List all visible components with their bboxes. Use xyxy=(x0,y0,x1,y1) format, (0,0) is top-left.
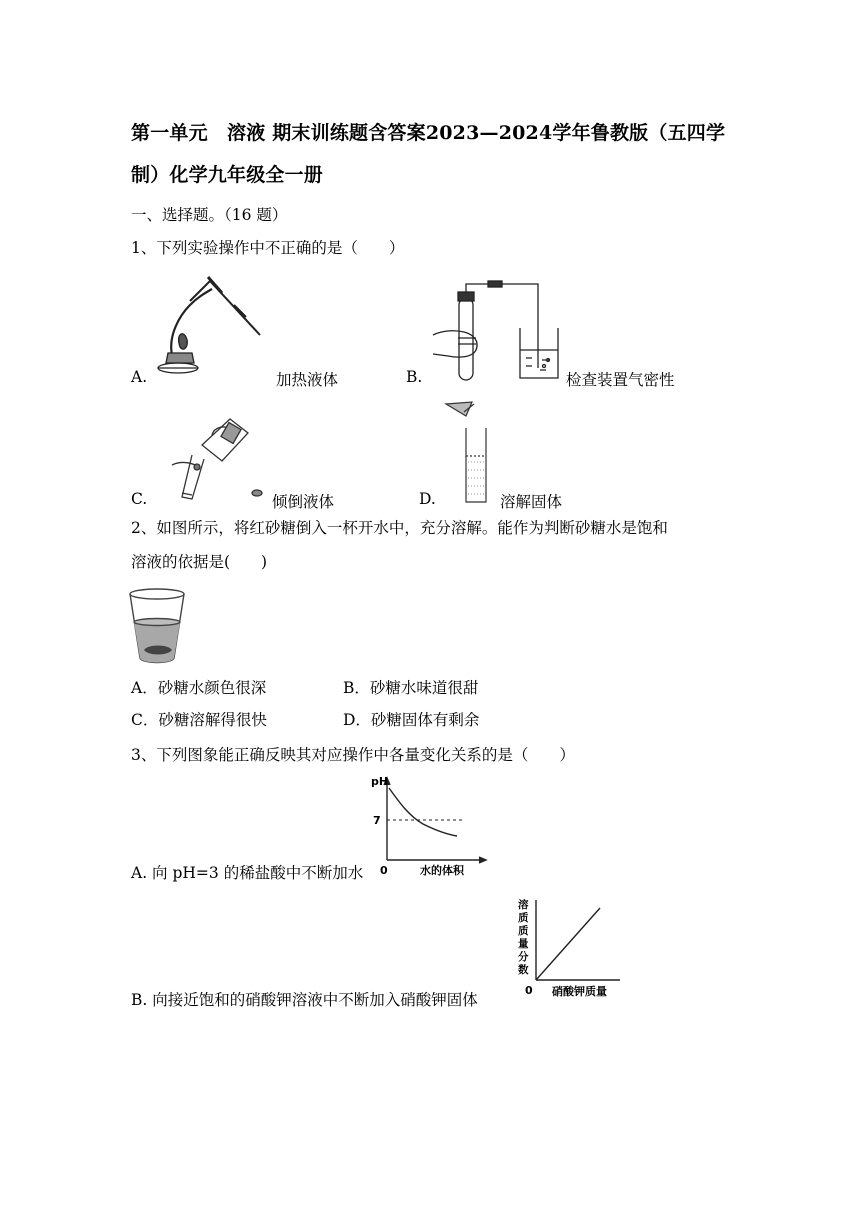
doc-title-line1: 第一单元 溶液 期末训练题含答案2023—2024学年鲁教版（五四学 xyxy=(131,122,726,144)
q3-option-b[interactable]: B. 向接近饱和的硝酸钾溶液中不断加入硝酸钾固体 xyxy=(131,991,478,1009)
q1-option-a-text: 加热液体 xyxy=(276,371,339,389)
q1-option-c-text: 倾倒液体 xyxy=(272,493,335,511)
q1-option-d-text: 溶解固体 xyxy=(500,493,563,511)
q1-option-b-letter[interactable]: B. xyxy=(406,368,423,386)
section-heading: 一、选择题。（16 题） xyxy=(131,206,288,224)
dissolving-solid-illustration xyxy=(444,400,499,505)
q1-option-b-text: 检查装置气密性 xyxy=(566,371,675,389)
heating-liquid-illustration xyxy=(150,275,275,385)
q2-option-a[interactable]: A．砂糖水颜色很深 xyxy=(131,679,267,697)
ph-vs-water-graph xyxy=(365,772,490,878)
graph-a-y-label: pH xyxy=(371,775,389,788)
q3-stem: 3、下列图象能正确反映其对应操作中各量变化关系的是（ ） xyxy=(131,746,575,764)
sugar-water-cup-illustration xyxy=(128,586,188,666)
q2-stem-line1: 2、如图所示，将红砂糖倒入一杯开水中，充分溶解。能作为判断砂糖水是饱和 xyxy=(131,519,668,537)
q3-option-a[interactable]: A. 向 pH=3 的稀盐酸中不断加水 xyxy=(131,864,364,882)
q1-stem: 1、下列实验操作中不正确的是（ ） xyxy=(131,239,405,257)
q2-option-c[interactable]: C．砂糖溶解得很快 xyxy=(131,711,267,729)
graph-b-origin: 0 xyxy=(525,984,533,997)
q1-option-a-letter[interactable]: A. xyxy=(131,368,148,386)
q2-stem-line2: 溶液的依据是( ) xyxy=(131,553,268,571)
pouring-liquid-illustration xyxy=(152,405,267,505)
graph-b-x-label: 硝酸钾质量 xyxy=(552,985,607,998)
solute-fraction-vs-kno3-graph xyxy=(508,896,626,1004)
graph-b-y-label: 溶 质 质 量 分 数 xyxy=(518,899,529,976)
graph-a-origin: 0 xyxy=(380,864,388,877)
graph-a-x-label: 水的体积 xyxy=(420,864,464,877)
doc-title-line2: 制）化学九年级全一册 xyxy=(131,164,324,186)
q2-option-b[interactable]: B．砂糖水味道很甜 xyxy=(343,679,479,697)
q1-option-c-letter[interactable]: C. xyxy=(131,490,148,508)
airtightness-check-illustration xyxy=(428,280,568,385)
q2-option-d[interactable]: D．砂糖固体有剩余 xyxy=(343,711,480,729)
graph-a-tick-7: 7 xyxy=(373,814,381,827)
q1-option-d-letter[interactable]: D. xyxy=(419,490,436,508)
